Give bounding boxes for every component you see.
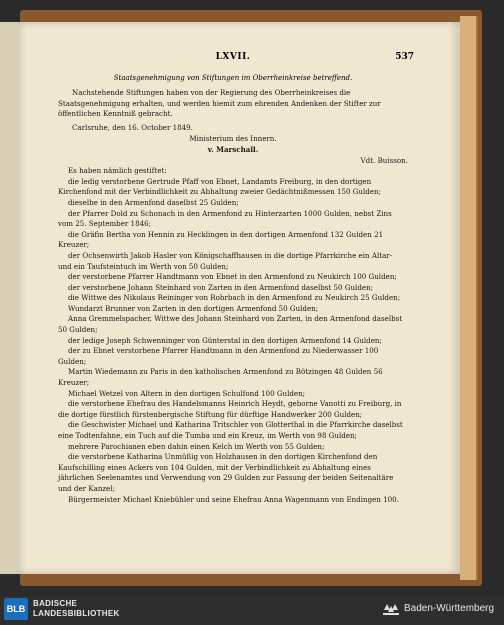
entry-line: die verstorbene Katharina Unmüßig von Holzhausen in den dortigen Kirchenfond den Kaufschilling eines Ackers von 104 Gulden, mit der Verbindlichkeit zu Abhaltung eines jährlichen Seelenamtes und Verwendung von 29 Gulden zur Fassung der beiden Seitenaltäre und der Kanzel; bbox=[58, 452, 394, 493]
entry-line: der verstorbene Pfarrer Handtmann von Ebnet in den Armenfond zu Neukirch 100 Gulden; bbox=[68, 272, 397, 282]
entry-line: Wundarzt Brunner von Zarten in den dortigen Armenfond 50 Gulden; bbox=[68, 303, 319, 313]
signer-buisson: Vdt. Buisson. bbox=[360, 155, 408, 165]
entry-line: die Wittwe des Nikolaus Reininger von Rohrbach in den Armenfond zu Neukirch 25 Gulden; bbox=[68, 293, 401, 303]
blb-line1: BADISCHE bbox=[33, 599, 78, 608]
entry-line: der verstorbene Johann Steinhard von Zarten in den Armenfond daselbst 50 Gulden; bbox=[68, 282, 374, 292]
entry-line: Bürgermeister Michael Kniebühler und seine Ehefrau Anna Wagenmann von Endingen 100. bbox=[68, 494, 399, 504]
section-number: LXVII. bbox=[215, 52, 251, 62]
entry-line: der Ochsenwirth Jakob Hasler von Königschaffhausen in die dortige Pfarrkirche ein Altar- und ein Taufsteintuch im Werth von 50 Gulden; bbox=[58, 250, 393, 271]
ministry: Ministerium des Innern. bbox=[189, 134, 277, 144]
page-edges bbox=[460, 16, 478, 580]
entry-line: dieselbe in den Armenfond daselbst 25 Gulden; bbox=[68, 197, 239, 207]
blb-logo[interactable]: BLB bbox=[4, 598, 28, 620]
document-title: Staatsgenehmigung von Stiftungen im Oberrheinkreise betreffend. bbox=[113, 74, 353, 82]
entry-line: Martin Wiedemann zu Paris in den katholischen Armenfond zu Bötzingen 48 Gulden 56 Kreuzer; bbox=[58, 367, 383, 388]
entry-line: der ledige Joseph Schwenninger von Günterstal in den dortigen Armenfond 14 Gulden; bbox=[68, 335, 382, 345]
intro-paragraph: Nachstehende Stiftungen haben von der Regierung des Oberrheinkreises die Staatsgenehmigung erhalten, und werden hiemit zum ehrenden Andenken der Stifter zur öffentlichen Kenntniß gebracht. bbox=[58, 88, 381, 119]
signer-marschall: v. Marschall. bbox=[207, 144, 259, 154]
entry-line: Es haben nämlich gestiftet: bbox=[68, 166, 167, 176]
blb-name[interactable] bbox=[33, 599, 120, 619]
entry-line: der zu Ebnet verstorbene Pfarrer Handtmann in den Armenfond zu Niederwasser 100 Gulden; bbox=[58, 346, 379, 366]
baden-wuerttemberg-lions-icon bbox=[382, 600, 400, 616]
entry-line: Anna Gremmelspacher, Wittwe des Johann Steinhard von Zarten, in den Armenfond daselbst 50 Gulden; bbox=[58, 314, 403, 335]
page-header bbox=[58, 52, 414, 66]
baden-wuerttemberg-label[interactable]: Baden-Württemberg bbox=[404, 603, 495, 614]
endowment-list bbox=[58, 166, 408, 505]
entry-line: Michael Wetzel von Altern in den dortigen Schulfond 100 Gulden; bbox=[68, 388, 306, 398]
date-line: Carlsruhe, den 16. October 1849. bbox=[72, 122, 193, 132]
page-number: 537 bbox=[395, 52, 414, 62]
entry-line: der Pfarrer Dold zu Schonach in den Armenfond zu Hinterzarten 1000 Gulden, nebst Zins vom 25. September 1846; bbox=[58, 208, 392, 229]
left-page-edge bbox=[0, 22, 18, 574]
entry-line: die ledig verstorbene Gertrude Pfaff von Ebnet, Landamts Freiburg, in den dortigen Kirchenfond mit der Verbindlichkeit zu Abhaltung zweier Gedächtnißmessen 150 Gulden; bbox=[58, 176, 381, 197]
blb-line2: LANDESBIBLIOTHEK bbox=[33, 609, 120, 618]
entry-line: mehrere Parochianen eben dahin einen Kelch im Werth von 55 Gulden; bbox=[68, 441, 325, 451]
entry-line: die verstorbene Ehefrau des Handelsmanns Heinrich Heydt, geborne Vanotti zu Freiburg, in die dortige fürstlich fürstenbergische Stiftung für dürftige Handwerker 200 Gulden; bbox=[58, 399, 402, 419]
entry-line: die Geschwister Michael und Katharina Tritschler von Glotterthal in die Pfarrkirche daselbst eine Todtenfahne, ein Tuch auf die Tumba und ein Kreuz, im Werth von 98 Gulden; bbox=[58, 420, 403, 440]
entry-line: die Gräfin Bertha von Hennin zu Hecklingen in den dortigen Armenfond 132 Gulden 21 Kreuzer; bbox=[58, 229, 384, 250]
document-body bbox=[58, 88, 408, 505]
